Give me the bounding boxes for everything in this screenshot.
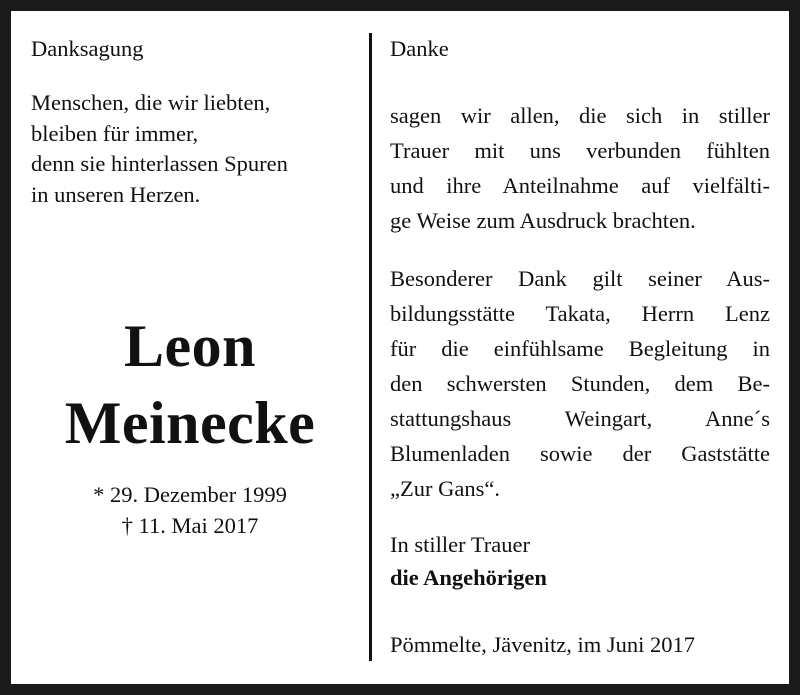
paragraph-line: Blumenladen sowie der Gaststätte [390, 441, 770, 466]
obituary-card [11, 11, 789, 684]
paragraph-line: stattungshaus Weingart, Anne´s [390, 406, 770, 431]
paragraph-line: sagen wir allen, die sich in stiller [390, 103, 770, 128]
paragraph-line: bildungsstätte Takata, Herrn Lenz [390, 301, 770, 326]
paragraph-line: Besonderer Dank gilt seiner Aus- [390, 266, 770, 291]
thanks-paragraph-1 [390, 98, 770, 238]
paragraph-line: „Zur Gans“. [390, 476, 500, 501]
thanks-paragraph-2 [390, 261, 770, 506]
paragraph-line: für die einfühlsame Begleitung in [390, 336, 770, 361]
paragraph-line: Trauer mit uns verbunden fühlten [390, 138, 770, 163]
column-divider [369, 33, 372, 661]
verse-line: in unseren Herzen. [31, 181, 201, 207]
paragraph-line: ge Weise zum Ausdruck brachten. [390, 208, 696, 233]
birth-date: * 29. Dezember 1999 [93, 482, 287, 507]
closing-line: In stiller Trauer [390, 532, 530, 557]
paragraph-line: den schwersten Stunden, dem Be- [390, 371, 770, 396]
memorial-verse [31, 88, 288, 210]
left-heading: Danksagung [31, 36, 144, 61]
signature: die Angehörigen [390, 565, 547, 590]
verse-line: Menschen, die wir liebten, [31, 90, 271, 115]
verse-line: denn sie hinterlassen Spuren [31, 151, 288, 176]
death-date: † 11. Mai 2017 [121, 513, 259, 538]
deceased-last-name: Meinecke [64, 390, 316, 456]
paragraph-line: und ihre Anteilnahme auf vielfälti- [390, 173, 770, 198]
place-date: Pömmelte, Jävenitz, im Juni 2017 [390, 632, 695, 657]
right-heading: Danke [390, 36, 449, 61]
deceased-first-name: Leon [123, 313, 257, 379]
verse-line: bleiben für immer, [31, 120, 199, 146]
